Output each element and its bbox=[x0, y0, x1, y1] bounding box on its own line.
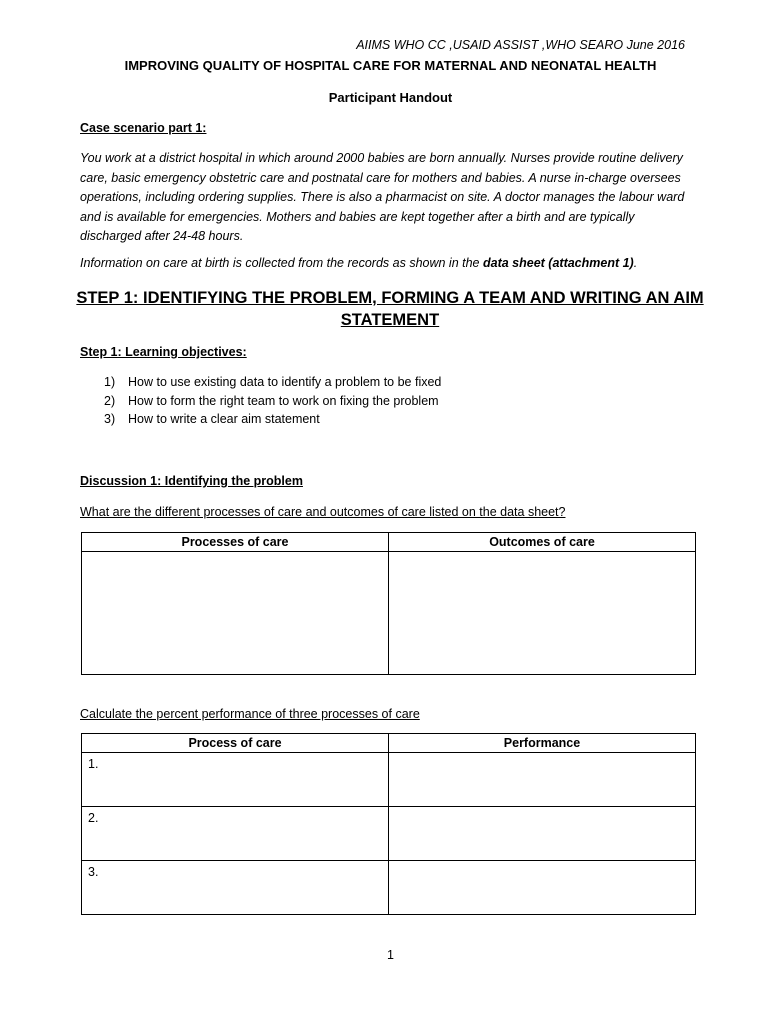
info-suffix: . bbox=[633, 256, 638, 270]
header-reference: AIIMS WHO CC ,USAID ASSIST ,WHO SEARO June 2016 bbox=[356, 38, 685, 52]
document-subtitle: Participant Handout bbox=[328, 90, 453, 105]
objective-text: How to use existing data to identify a problem to be fixed bbox=[128, 375, 442, 389]
case-scenario-paragraph: You work at a district hospital in which around 2000 babies are born annually. Nurses provide routine delivery care, basic emergency obstetric care and postnatal care for mothers and babies. A nurse in-charge oversees operations, including ordering supplies. There is also a pharmacist on site. A doctor manages the labour ward and is available for emergencies. Mothers and babies are kept together after a birth and are typically discharged after 24-48 hours. bbox=[80, 151, 685, 243]
objective-number: 2) bbox=[104, 393, 116, 408]
outcomes-column-header: Outcomes of care bbox=[389, 533, 696, 552]
discussion1-question: What are the different processes of care and outcomes of care listed on the data sheet? bbox=[80, 505, 566, 519]
data-sheet-info bbox=[80, 256, 700, 270]
objective-text: How to form the right team to work on fixing the problem bbox=[128, 393, 439, 408]
performance-table bbox=[81, 733, 696, 915]
objective-text: How to write a clear aim statement bbox=[128, 412, 320, 426]
case-scenario-heading: Case scenario part 1: bbox=[80, 121, 207, 135]
objective-item bbox=[104, 410, 441, 429]
performance-cell[interactable] bbox=[389, 861, 696, 915]
objective-item bbox=[104, 392, 441, 411]
processes-answer-cell[interactable] bbox=[82, 552, 389, 675]
performance-question: Calculate the percent performance of three processes of care bbox=[80, 707, 420, 721]
info-prefix: Information on care at birth is collected from the records as shown in the bbox=[80, 256, 483, 270]
process-cell[interactable]: 2. bbox=[82, 807, 389, 861]
discussion1-heading: Discussion 1: Identifying the problem bbox=[80, 474, 303, 488]
process-cell[interactable]: 1. bbox=[82, 753, 389, 807]
performance-column-header: Performance bbox=[389, 734, 696, 753]
performance-cell[interactable] bbox=[389, 753, 696, 807]
page-number: 1 bbox=[387, 948, 394, 962]
processes-column-header: Processes of care bbox=[82, 533, 389, 552]
document-title: IMPROVING QUALITY OF HOSPITAL CARE FOR MATERNAL AND NEONATAL HEALTH bbox=[124, 58, 657, 73]
process-cell[interactable]: 3. bbox=[82, 861, 389, 915]
objective-number: 3) bbox=[104, 412, 116, 426]
objective-number: 1) bbox=[104, 375, 116, 389]
processes-outcomes-table bbox=[81, 532, 696, 675]
step1-heading: STEP 1: IDENTIFYING THE PROBLEM, FORMING A TEAM AND WRITING AN AIM STATEMENT bbox=[76, 289, 704, 329]
info-bold: data sheet (attachment 1) bbox=[482, 256, 634, 270]
performance-cell[interactable] bbox=[389, 807, 696, 861]
objective-item bbox=[104, 373, 441, 392]
process-column-header: Process of care bbox=[82, 734, 389, 753]
objectives-heading: Step 1: Learning objectives: bbox=[80, 345, 247, 359]
outcomes-answer-cell[interactable] bbox=[389, 552, 696, 675]
objectives-list bbox=[104, 373, 441, 429]
